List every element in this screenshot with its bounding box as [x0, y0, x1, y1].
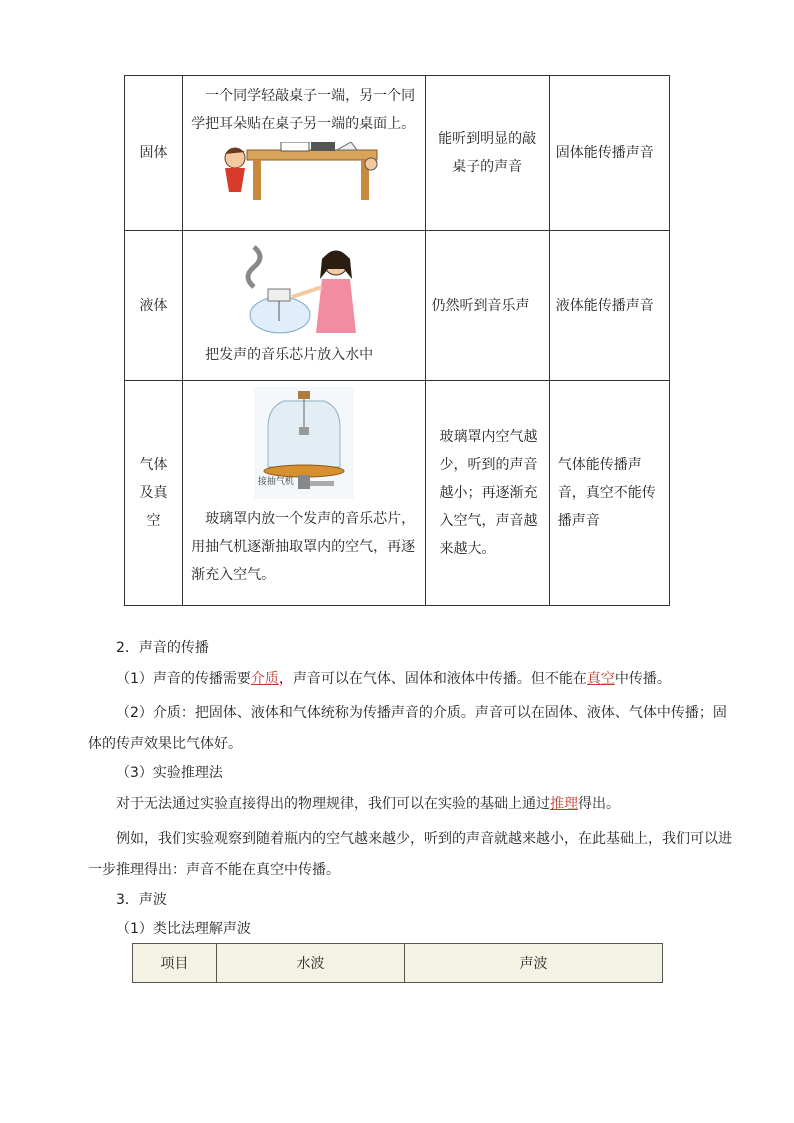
conclusion-cell: 固体能传播声音: [549, 76, 669, 231]
section-heading: 2．声音的传播: [116, 640, 209, 656]
table-row: [125, 231, 670, 381]
experiment-cell: [183, 381, 425, 606]
experiment-text: 玻璃罩内放一个发声的音乐芯片，用抽气机逐渐抽取罩内的空气，再逐渐充入空气。: [191, 511, 416, 583]
term-medium: 介质: [250, 671, 279, 687]
analogy-table: [132, 943, 663, 983]
paragraph: 例如，我们实验观察到随着瓶内的空气越来越少，听到的声音就越来越小，在此基础上，我们可以进一步推理得出：声音不能在真空中传播。: [88, 831, 732, 878]
experiment-cell: [183, 76, 425, 231]
phenomenon-cell: 能听到明显的敲桌子的声音: [425, 76, 549, 231]
header-cell: 声波: [405, 944, 663, 983]
experiment-text: 一个同学轻敲桌子一端，另一个同学把耳朵贴在桌子另一端的桌面上。: [191, 88, 416, 132]
conclusion-cell: 气体能传播声音，真空不能传播声音: [549, 381, 669, 606]
header-cell: 水波: [217, 944, 405, 983]
paragraph: （3）实验推理法: [116, 765, 223, 781]
table-row: [125, 381, 670, 606]
experiment-table: [124, 75, 670, 606]
pump-label: 接抽气机: [257, 477, 294, 487]
section-heading: 3．声波: [116, 892, 167, 908]
table-row: [125, 76, 670, 231]
term-reasoning: 推理: [550, 796, 578, 812]
term-vacuum: 真空: [586, 671, 615, 687]
experiment-text: 把发声的音乐芯片放入水中: [205, 347, 374, 363]
conclusion-cell: 液体能传播声音: [549, 231, 669, 381]
medium-cell: 液体: [125, 231, 183, 381]
paragraph: （1）声音的传播需要介质，声音可以在气体、固体和液体中传播。但不能在真空中传播。: [116, 671, 671, 687]
header-cell: 项目: [133, 944, 217, 983]
medium-cell: 气体及真空: [125, 381, 183, 606]
paragraph: （1）类比法理解声波: [116, 921, 251, 937]
paragraph: 对于无法通过实验直接得出的物理规律，我们可以在实验的基础上通过推理得出。: [116, 796, 620, 812]
phenomenon-cell: 玻璃罩内空气越少，听到的声音越小；再逐渐充入空气，声音越来越大。: [425, 381, 549, 606]
experiment-cell: [183, 231, 425, 381]
water-bowl-illustration: [244, 239, 364, 339]
medium-cell: 固体: [125, 76, 183, 231]
phenomenon-cell: 仍然听到音乐声: [425, 231, 549, 381]
table-row: [133, 944, 663, 983]
paragraph: （2）介质：把固体、液体和气体统称为传播声音的介质。声音可以在固体、液体、气体中传播；固体的传声效果比气体好。: [88, 705, 727, 752]
desk-listening-illustration: [219, 142, 389, 204]
